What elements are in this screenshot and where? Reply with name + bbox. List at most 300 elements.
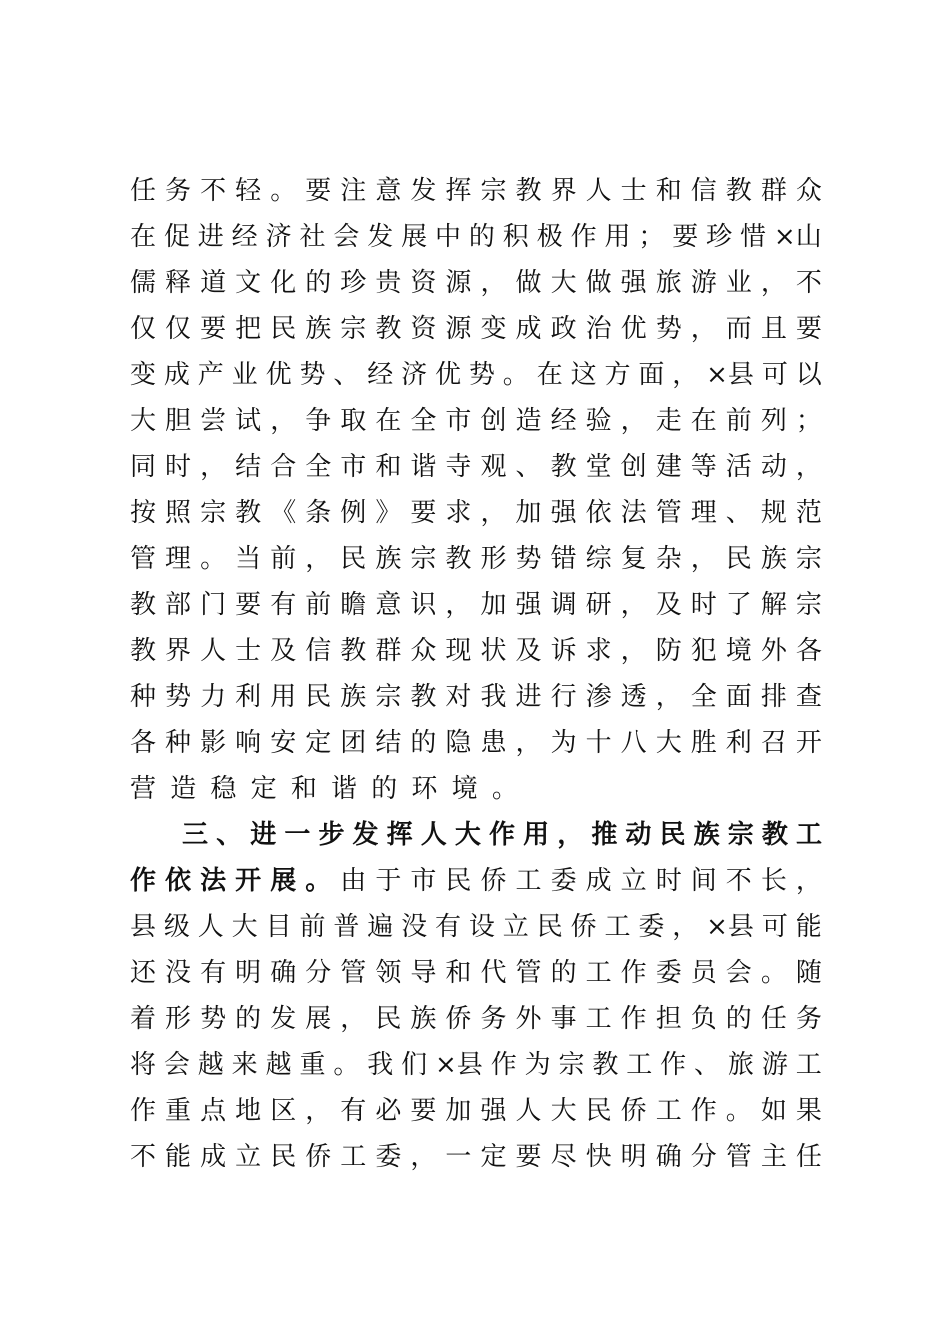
glyph: 族 <box>305 314 332 344</box>
glyph: 环 <box>411 774 438 804</box>
glyph: 于 <box>375 866 402 896</box>
glyph: ， <box>340 1004 367 1034</box>
glyph: 十 <box>585 728 612 758</box>
glyph: 定 <box>305 728 332 758</box>
glyph: 势 <box>299 360 326 390</box>
text-line-paragraph-end <box>130 766 822 812</box>
glyph: 面 <box>725 682 752 712</box>
glyph: 信 <box>305 636 332 666</box>
text-line <box>130 1134 822 1180</box>
glyph: 教 <box>375 314 402 344</box>
glyph: 了 <box>725 590 752 620</box>
glyph: 八 <box>620 728 647 758</box>
glyph: 进 <box>197 222 224 252</box>
text-line <box>130 214 822 260</box>
glyph: ×县 <box>706 360 754 390</box>
glyph: 胜 <box>690 728 717 758</box>
glyph: 。 <box>270 176 297 206</box>
glyph: 民 <box>305 682 332 712</box>
glyph: 及 <box>270 636 297 666</box>
glyph: 现 <box>445 636 472 666</box>
glyph: 挥 <box>445 176 472 206</box>
glyph: 求 <box>585 636 612 666</box>
glyph: 用 <box>523 820 550 850</box>
glyph: 范 <box>795 498 822 528</box>
glyph: 重 <box>165 1096 192 1126</box>
text-line <box>130 996 822 1042</box>
glyph: 错 <box>550 544 577 574</box>
glyph: 没 <box>401 912 428 942</box>
glyph: 人 <box>585 176 612 206</box>
glyph: ， <box>620 590 647 620</box>
glyph: 族 <box>340 682 367 712</box>
glyph: 各 <box>130 728 157 758</box>
glyph: 时 <box>165 452 192 482</box>
glyph: 能 <box>165 1142 192 1172</box>
text-line <box>130 536 822 582</box>
glyph: ， <box>305 1096 332 1126</box>
glyph: 开 <box>795 728 822 758</box>
glyph: 瞻 <box>340 590 367 620</box>
text-line <box>130 444 822 490</box>
glyph: 会 <box>725 958 752 988</box>
glyph: 游 <box>761 1050 788 1080</box>
glyph: 们 <box>401 1050 428 1080</box>
glyph: 按 <box>130 498 157 528</box>
glyph: 由 <box>340 866 367 896</box>
glyph: 明 <box>235 958 262 988</box>
glyph: 而 <box>725 314 752 344</box>
glyph: 士 <box>235 636 262 666</box>
glyph: 教 <box>725 176 752 206</box>
glyph: 立 <box>235 1142 262 1172</box>
glyph: 可 <box>761 360 788 390</box>
glyph: 势 <box>655 314 682 344</box>
glyph: 工 <box>604 912 631 942</box>
glyph: ， <box>760 268 787 298</box>
glyph: 注 <box>340 176 367 206</box>
glyph: 宗 <box>200 498 227 528</box>
glyph: 地 <box>235 1096 262 1126</box>
glyph: 员 <box>690 958 717 988</box>
glyph: 做 <box>585 268 612 298</box>
glyph: 势 <box>200 1004 227 1034</box>
glyph: 例 <box>340 498 367 528</box>
glyph: 有 <box>340 1096 367 1126</box>
glyph: 源 <box>445 268 472 298</box>
glyph: 各 <box>795 636 822 666</box>
glyph: ， <box>557 820 584 850</box>
glyph: 推 <box>591 820 618 850</box>
text-line <box>130 904 822 950</box>
glyph: ， <box>672 912 699 942</box>
glyph: 前 <box>305 590 332 620</box>
glyph: 排 <box>760 682 787 712</box>
glyph: 有 <box>435 912 462 942</box>
glyph: 、 <box>333 360 360 390</box>
glyph: 有 <box>270 590 297 620</box>
glyph: 众 <box>410 636 437 666</box>
glyph: 活 <box>725 452 752 482</box>
glyph: 工 <box>585 1004 612 1034</box>
glyph: 族 <box>410 1004 437 1034</box>
glyph: 宗 <box>727 820 754 850</box>
glyph: 促 <box>163 222 190 252</box>
glyph: 能 <box>795 912 822 942</box>
glyph: ， <box>515 728 542 758</box>
glyph: 强 <box>550 498 577 528</box>
glyph: 步 <box>318 820 345 850</box>
glyph: 的 <box>371 774 398 804</box>
glyph: 经 <box>550 406 577 436</box>
glyph: 利 <box>725 728 752 758</box>
glyph: 等 <box>690 452 717 482</box>
glyph: 不 <box>795 268 822 298</box>
glyph: 经 <box>231 222 258 252</box>
glyph: 要 <box>515 1142 542 1172</box>
glyph: 外 <box>760 636 787 666</box>
glyph: 挥 <box>386 820 413 850</box>
glyph: 法 <box>200 866 227 896</box>
glyph: 响 <box>235 728 262 758</box>
glyph: 观 <box>480 452 507 482</box>
glyph: ， <box>480 498 507 528</box>
glyph: 动 <box>625 820 652 850</box>
glyph: 势 <box>515 544 542 574</box>
glyph: 照 <box>165 498 192 528</box>
glyph: 点 <box>200 1096 227 1126</box>
glyph: 。 <box>491 774 518 804</box>
glyph: 意 <box>375 590 402 620</box>
glyph: 结 <box>375 728 402 758</box>
glyph: 分 <box>305 958 332 988</box>
glyph: 。 <box>305 866 332 896</box>
glyph: 识 <box>410 590 437 620</box>
glyph: 在 <box>536 360 563 390</box>
glyph: 轻 <box>235 176 262 206</box>
glyph: 会 <box>163 1050 190 1080</box>
glyph: 争 <box>305 406 332 436</box>
glyph: 快 <box>585 1142 612 1172</box>
glyph: 规 <box>760 498 787 528</box>
glyph: 当 <box>235 544 262 574</box>
glyph: 成 <box>163 360 190 390</box>
glyph: 明 <box>620 1142 647 1172</box>
glyph: 人 <box>197 912 224 942</box>
glyph: 源 <box>445 314 472 344</box>
glyph: 管 <box>725 1142 752 1172</box>
glyph: 和 <box>290 774 317 804</box>
glyph: 管 <box>340 958 367 988</box>
glyph: 管 <box>655 498 682 528</box>
glyph: 在 <box>375 406 402 436</box>
glyph: 形 <box>165 1004 192 1034</box>
glyph: 。 <box>502 360 529 390</box>
glyph: 理 <box>690 498 717 528</box>
glyph: 召 <box>760 728 787 758</box>
glyph: 级 <box>163 912 190 942</box>
glyph: 委 <box>655 958 682 988</box>
glyph: 民 <box>270 314 297 344</box>
text-line <box>130 720 822 766</box>
glyph: 结 <box>235 452 262 482</box>
glyph: 综 <box>585 544 612 574</box>
glyph: 济 <box>401 360 428 390</box>
glyph: 委 <box>638 912 665 942</box>
glyph: 市 <box>445 406 472 436</box>
glyph: 三 <box>182 820 209 850</box>
glyph: 解 <box>760 590 787 620</box>
glyph: 负 <box>690 1004 717 1034</box>
text-line <box>130 1042 822 1088</box>
glyph: 仅 <box>165 314 192 344</box>
glyph: 侨 <box>445 1004 472 1034</box>
glyph: 定 <box>250 774 277 804</box>
glyph: 工 <box>340 1142 367 1172</box>
glyph: 全 <box>305 452 332 482</box>
glyph: 还 <box>130 958 157 988</box>
glyph: 确 <box>270 958 297 988</box>
glyph: 民 <box>536 912 563 942</box>
glyph: 谐 <box>331 774 358 804</box>
glyph: 工 <box>795 820 822 850</box>
glyph: 侨 <box>305 1142 332 1172</box>
glyph: 不 <box>130 1142 157 1172</box>
glyph: 教 <box>761 820 788 850</box>
glyph: 主 <box>760 1142 787 1172</box>
glyph: 行 <box>550 682 577 712</box>
glyph: 。 <box>725 1096 752 1126</box>
glyph: 和 <box>445 958 472 988</box>
glyph: 释 <box>165 268 192 298</box>
glyph: 渗 <box>585 682 612 712</box>
glyph: ； <box>638 222 665 252</box>
glyph: 分 <box>690 1142 717 1172</box>
glyph: 的 <box>550 958 577 988</box>
glyph: 全 <box>690 682 717 712</box>
glyph: 儒 <box>130 268 157 298</box>
glyph: 任 <box>795 1142 822 1172</box>
glyph: 要 <box>200 314 227 344</box>
glyph: 取 <box>340 406 367 436</box>
glyph: 验 <box>585 406 612 436</box>
glyph: 目 <box>265 912 292 942</box>
glyph: 求 <box>445 498 472 528</box>
glyph: 种 <box>130 682 157 712</box>
glyph: 会 <box>333 222 360 252</box>
glyph: 随 <box>795 958 822 988</box>
glyph: 产 <box>197 360 224 390</box>
glyph: ×山 <box>773 222 822 252</box>
glyph: 区 <box>270 1096 297 1126</box>
glyph: 侨 <box>570 912 597 942</box>
glyph: 做 <box>515 268 542 298</box>
glyph: 成 <box>200 1142 227 1172</box>
glyph: 同 <box>130 452 157 482</box>
glyph: 作 <box>620 1004 647 1034</box>
text-line <box>130 582 822 628</box>
glyph: 担 <box>655 1004 682 1034</box>
glyph: 和 <box>655 176 682 206</box>
glyph: 将 <box>130 1050 157 1080</box>
text-line <box>130 674 822 720</box>
glyph: 教 <box>445 544 472 574</box>
glyph: 管 <box>515 958 542 988</box>
glyph: 变 <box>480 314 507 344</box>
glyph: 防 <box>655 636 682 666</box>
glyph: 仅 <box>130 314 157 344</box>
text-line <box>130 168 822 214</box>
glyph: ， <box>270 406 297 436</box>
glyph: 强 <box>480 1096 507 1126</box>
glyph: 要 <box>305 176 332 206</box>
glyph: 隐 <box>445 728 472 758</box>
glyph: 立 <box>620 866 647 896</box>
glyph: 工 <box>626 1050 653 1080</box>
text-line <box>130 950 822 996</box>
glyph: 寺 <box>445 452 472 482</box>
glyph: 安 <box>270 728 297 758</box>
glyph: 形 <box>480 544 507 574</box>
glyph: 一 <box>284 820 311 850</box>
text-line <box>130 398 822 444</box>
glyph: 道 <box>200 268 227 298</box>
glyph: 遍 <box>367 912 394 942</box>
glyph: 业 <box>725 268 752 298</box>
glyph: 工 <box>585 958 612 988</box>
glyph: 民 <box>585 1096 612 1126</box>
glyph: 文 <box>235 268 262 298</box>
glyph: 动 <box>760 452 787 482</box>
glyph: 侨 <box>480 866 507 896</box>
glyph: 越 <box>265 1050 292 1080</box>
glyph: 经 <box>367 360 394 390</box>
glyph: 优 <box>265 360 292 390</box>
glyph: 可 <box>761 912 788 942</box>
glyph: 强 <box>620 268 647 298</box>
glyph: 胆 <box>165 406 192 436</box>
glyph: 时 <box>690 590 717 620</box>
glyph: 宗 <box>795 590 822 620</box>
glyph: 要 <box>672 222 699 252</box>
glyph: ， <box>655 682 682 712</box>
glyph: 进 <box>515 682 542 712</box>
glyph: 工 <box>795 1050 822 1080</box>
glyph: 透 <box>620 682 647 712</box>
glyph: 作 <box>620 958 647 988</box>
glyph: 、 <box>216 820 243 850</box>
glyph: 发 <box>410 176 437 206</box>
glyph: 化 <box>270 268 297 298</box>
glyph: 族 <box>375 544 402 574</box>
glyph: 界 <box>165 636 192 666</box>
glyph: 宗 <box>410 544 437 574</box>
glyph: 对 <box>445 682 472 712</box>
glyph: 济 <box>265 222 292 252</box>
glyph: 要 <box>795 314 822 344</box>
glyph: 宗 <box>340 314 367 344</box>
glyph: 试 <box>235 406 262 436</box>
glyph: 展 <box>401 222 428 252</box>
glyph: 成 <box>585 866 612 896</box>
glyph: ×县 <box>435 1050 483 1080</box>
glyph: 务 <box>165 176 192 206</box>
glyph: 教 <box>410 682 437 712</box>
glyph: 作 <box>490 1050 517 1080</box>
text-line <box>130 260 822 306</box>
glyph: 民 <box>725 544 752 574</box>
glyph: 全 <box>410 406 437 436</box>
glyph: 查 <box>795 682 822 712</box>
glyph: 前 <box>270 544 297 574</box>
glyph: 民 <box>375 1004 402 1034</box>
glyph: 造 <box>515 406 542 436</box>
glyph: 境 <box>451 774 478 804</box>
glyph: 间 <box>690 866 717 896</box>
glyph: 开 <box>235 866 262 896</box>
glyph: 种 <box>165 728 192 758</box>
glyph: 展 <box>270 866 297 896</box>
glyph: 族 <box>760 544 787 574</box>
glyph: 确 <box>655 1142 682 1172</box>
glyph: 资 <box>410 314 437 344</box>
glyph: 进 <box>250 820 277 850</box>
glyph: 有 <box>200 958 227 988</box>
glyph: 要 <box>410 498 437 528</box>
glyph: 用 <box>604 222 631 252</box>
glyph: ； <box>795 406 822 436</box>
section-heading-line <box>130 812 822 858</box>
glyph: ， <box>200 452 227 482</box>
glyph: 重 <box>299 1050 326 1080</box>
glyph: 。 <box>760 958 787 988</box>
glyph: ， <box>410 1142 437 1172</box>
glyph: 长 <box>760 866 787 896</box>
glyph: 复 <box>620 544 647 574</box>
glyph: 民 <box>340 544 367 574</box>
glyph: 发 <box>352 820 379 850</box>
glyph: 着 <box>130 1004 157 1034</box>
glyph: 、 <box>725 498 752 528</box>
glyph: 务 <box>480 1004 507 1034</box>
glyph: 作 <box>660 1050 687 1080</box>
glyph: 尽 <box>550 1142 577 1172</box>
glyph: 加 <box>480 590 507 620</box>
glyph: 要 <box>235 590 262 620</box>
glyph: 诉 <box>550 636 577 666</box>
glyph: 教 <box>130 590 157 620</box>
glyph: 方 <box>604 360 631 390</box>
glyph: 宗 <box>795 544 822 574</box>
glyph: 教 <box>340 636 367 666</box>
glyph: 强 <box>515 590 542 620</box>
glyph: 珍 <box>340 268 367 298</box>
glyph: 的 <box>235 1004 262 1034</box>
glyph: 杂 <box>655 544 682 574</box>
glyph: 事 <box>550 1004 577 1034</box>
glyph: ， <box>795 452 822 482</box>
glyph: 教 <box>592 1050 619 1080</box>
glyph: 宗 <box>558 1050 585 1080</box>
glyph: 任 <box>130 176 157 206</box>
glyph: 门 <box>200 590 227 620</box>
glyph: 在 <box>130 222 157 252</box>
glyph: 社 <box>299 222 326 252</box>
glyph: 极 <box>536 222 563 252</box>
glyph: 。 <box>333 1050 360 1080</box>
glyph: 。 <box>200 544 227 574</box>
glyph: 教 <box>235 498 262 528</box>
